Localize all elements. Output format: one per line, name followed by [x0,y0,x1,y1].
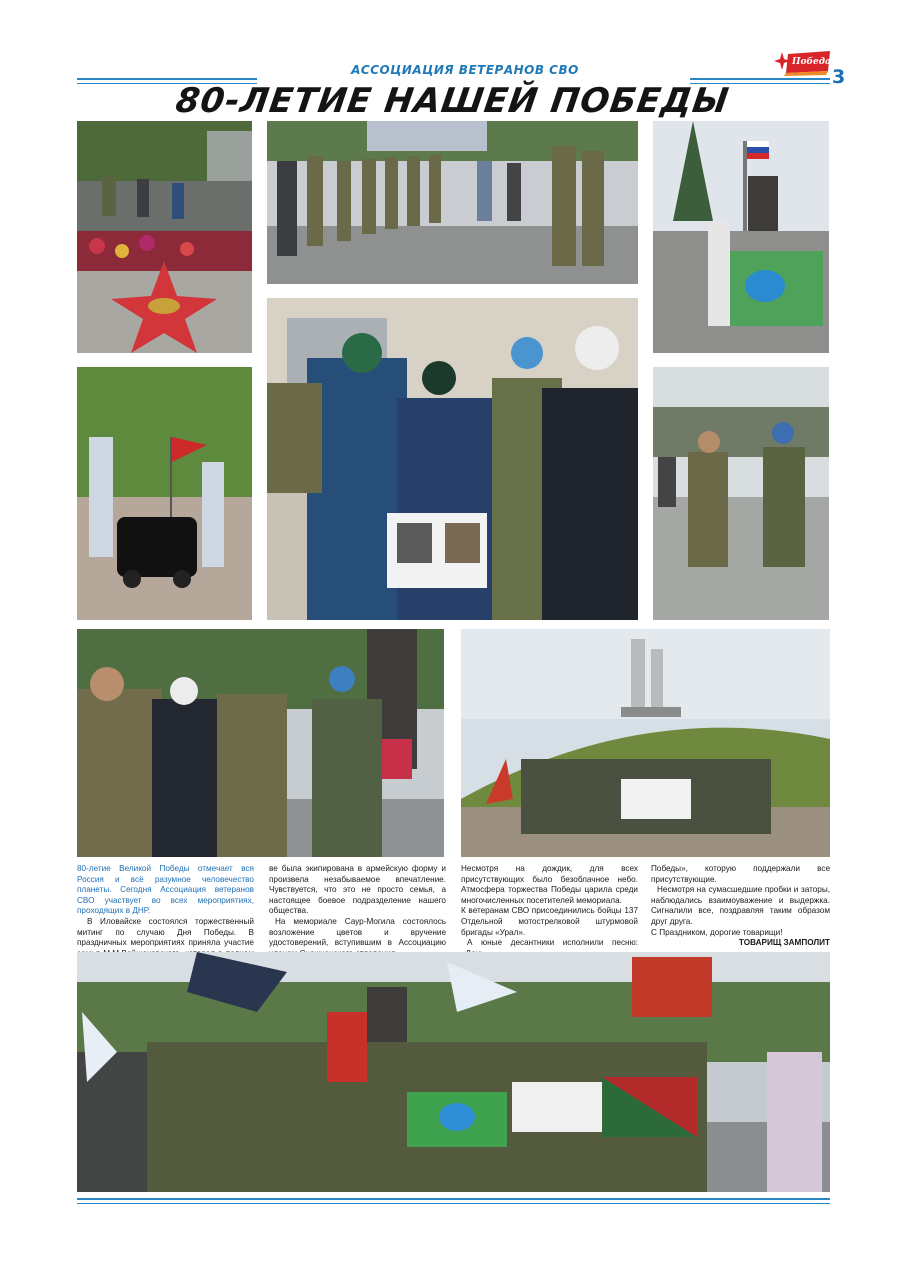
logo-text: Победа [792,57,831,67]
article-column-4 [651,864,830,949]
article-col3-para2: К ветеранам СВО присоединились бойцы 137 Отдельной мотострелковой штурмовой бригады «Урал». [461,906,638,937]
article-lead: 80-летие Великой Победы отмечает вся Россия и всё разумное человечество планеты. Сегодня Ассоциация ветеранов СВО участвует во всех мероприятиях, проходящих в ДНР. [77,864,254,916]
article-signature: ТОВАРИЩ ЗАМПОЛИТ [738,938,830,948]
photo-group-banners [77,952,830,1192]
article-column-3 [461,864,638,959]
article-col1-para: В Иловайске состоялся торжественный митинг по случаю Дня Победы. В праздничных мероприятиях приняла участие [77,916,254,948]
footer-rule-thin [77,1203,830,1204]
article-col4-para1: Победы», которую поддержали все присутствующие. [651,864,830,884]
photo-veterans-standing [653,367,829,620]
footer-rule [77,1198,830,1200]
page-title: 80-ЛЕТИЕ НАШЕЙ ПОБЕДЫ [173,81,732,121]
article-col3-para3: А юные десантники исполнили песню: [467,938,638,948]
article-column-2 [269,864,446,959]
article-col2-para1: ве была экипирована в армейскую форму и произвела незабываемое впечатление. Чувствуется, что это не просто семья, а настоящее боевое подразделение нашего общества. [269,864,446,916]
article-col4-para3: С Праздником, дорогие товарищи! [651,927,783,937]
photo-generals-family [267,298,638,620]
article-col3-para1: Несмотря на дождик, для всех присутствующих было безоблачное небо. Атмосфера торжества Победы царила среди многочисленных посетителей мемориала. [461,864,638,905]
article-col4-para2: Несмотря на сумасшедшие пробки и заторы, наблюдались взаимоуважение и выдержка. Сигналили все, поздравляя таким образом друг друга. [651,885,830,926]
photo-saur-mogila [461,629,830,857]
photo-veterans-monument [77,629,444,857]
photo-kids-car [77,367,252,620]
photo-memorial-flag [653,121,829,353]
article-col2-para2: На мемориале Саур-Могила состоялось возложение цветов и вручение удостоверений, вступившим в Ассоциацию [269,916,446,948]
photo-parade-column [267,121,638,284]
photo-eternal-flame [77,121,252,353]
section-kicker: АССОЦИАЦИЯ ВЕТЕРАНОВ СВО [351,63,579,77]
page-number: 3 [832,66,846,88]
